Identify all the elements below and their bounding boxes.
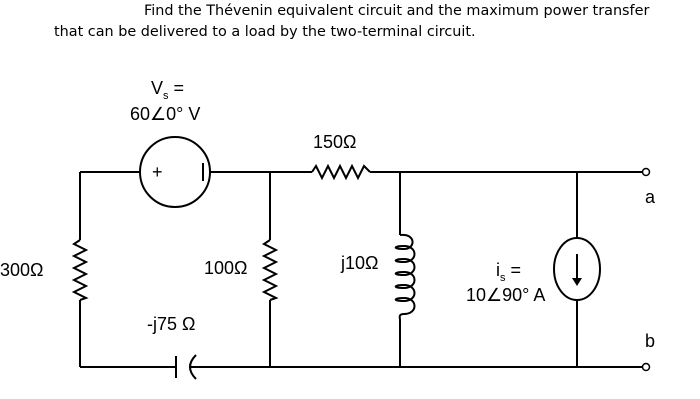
voltage-source (140, 137, 210, 207)
vs-label (151, 78, 184, 102)
r100-label: 100Ω (204, 258, 248, 278)
vs-value: 60∠0° V (130, 104, 201, 124)
r300-label: 300Ω (0, 260, 44, 280)
vs-label-sub: s (163, 90, 169, 102)
is-value: 10∠90° A (466, 285, 546, 305)
vs-label-eq: = (168, 78, 185, 98)
terminal-b-label: b (645, 331, 656, 351)
inductor-label: j10Ω (341, 253, 379, 273)
current-source (554, 238, 600, 300)
cap-label: -j75 Ω (147, 314, 196, 334)
terminal-a-node (643, 169, 650, 176)
is-label-sub: s (500, 272, 506, 284)
is-label (496, 260, 521, 284)
r150-label: 150Ω (313, 132, 357, 152)
question-line-2: that can be delivered to a load by the two-terminal circuit. (54, 24, 476, 40)
resistor-300-icon (74, 240, 86, 300)
inductor-icon (396, 235, 415, 320)
resistor-150-icon (312, 166, 370, 178)
is-label-i: i (496, 260, 500, 280)
question-line-1: Find the Thévenin equivalent circuit and the maximum power transfer (144, 3, 650, 19)
voltage-source-plus: + (152, 162, 163, 182)
voltage-source-circle (140, 137, 210, 207)
vs-label-v: V (151, 78, 164, 98)
resistor-100-icon (264, 240, 276, 300)
terminal-a-label: a (645, 187, 656, 207)
is-label-eq: = (505, 260, 522, 280)
terminal-b-node (643, 364, 650, 371)
